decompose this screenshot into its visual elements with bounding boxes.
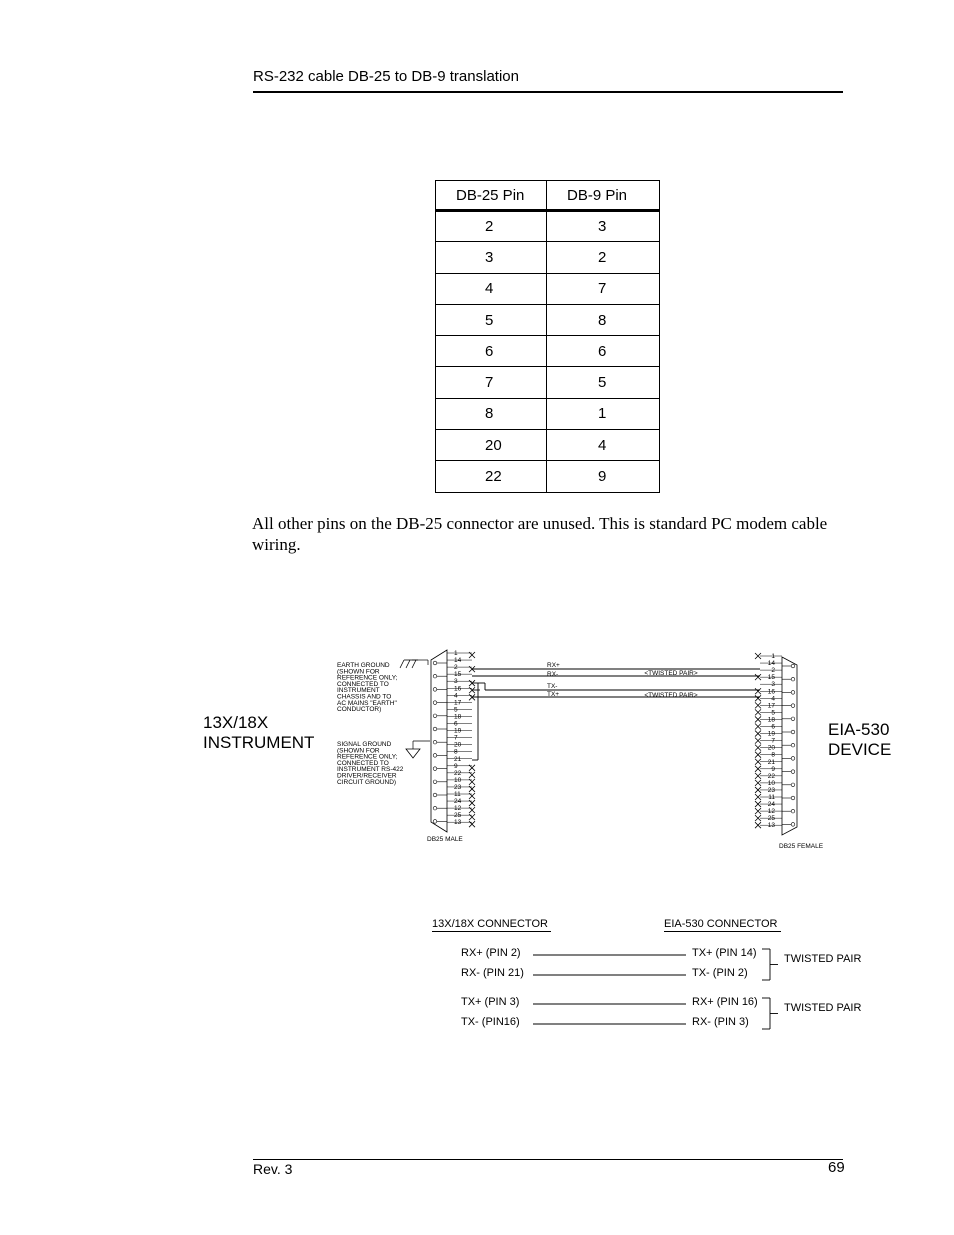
signal-label: RX- [547, 671, 559, 678]
right-pin-number: 23 [767, 786, 775, 794]
left-pin-number: 8 [454, 748, 458, 756]
left-connector-label: DB25 MALE [427, 836, 463, 843]
footer-rule [253, 1159, 843, 1160]
pair-left-label: TX- (PIN16) [461, 1016, 520, 1028]
right-pin-number: 20 [767, 744, 775, 752]
signal-ground-note: CONNECTED TO [337, 759, 389, 767]
db25-pin-cell: 5 [436, 304, 547, 335]
earth-ground-note: CONNECTED TO [337, 680, 389, 688]
pair-right-label: RX+ (PIN 16) [692, 996, 758, 1008]
pin-socket-left [433, 793, 437, 797]
pair-left-label: RX- (PIN 21) [461, 967, 524, 979]
left-pin-number: 11 [454, 791, 461, 798]
pin-socket-left [433, 820, 437, 824]
db9-pin-cell: 6 [547, 336, 660, 367]
earth-ground-icon [400, 660, 404, 668]
db9-pin-cell: 5 [547, 367, 660, 398]
page-header-title: RS-232 cable DB-25 to DB-9 translation [253, 68, 519, 85]
signal-ground-note: INSTRUMENT RS-422 [337, 766, 404, 774]
db25-pin-cell: 20 [436, 430, 547, 461]
right-pin-number: 4 [771, 695, 775, 703]
db9-pin-cell: 1 [547, 398, 660, 429]
db25-pin-cell: 7 [436, 367, 547, 398]
right-pin-number: 11 [768, 794, 775, 801]
earth-ground-note: REFERENCE ONLY; [337, 674, 398, 682]
pin-socket-left [433, 727, 437, 731]
left-device-line: 13X/18X [203, 713, 269, 732]
left-pin-number: 1 [454, 650, 458, 657]
right-pin-number: 15 [767, 674, 775, 682]
left-pin-number: 24 [454, 798, 462, 806]
right-pin-number: 7 [771, 737, 775, 745]
db9-pin-cell: 7 [547, 273, 660, 304]
pin-socket-right [791, 823, 795, 827]
pin-socket-left [433, 714, 437, 718]
twisted-pair-tag: <TWISTED PAIR> [644, 670, 698, 677]
db9-pin-cell: 4 [547, 430, 660, 461]
twisted-pair-label: TWISTED PAIR [784, 953, 862, 965]
right-pin-number: 25 [767, 815, 775, 823]
right-pin-number: 19 [767, 730, 775, 738]
pin-socket-left [433, 780, 437, 784]
pin-socket-right [791, 664, 795, 668]
left-header-underline [432, 931, 551, 932]
pair-right-label: TX+ (PIN 14) [692, 947, 757, 959]
left-pin-number: 9 [454, 762, 458, 770]
right-connector-label: DB25 FEMALE [779, 843, 824, 850]
earth-ground-icon [406, 660, 410, 668]
right-pin-number: 1 [771, 653, 775, 660]
left-pin-number: 10 [454, 776, 462, 784]
footer-revision: Rev. 3 [253, 1161, 293, 1177]
left-pin-number: 14 [454, 657, 462, 665]
db25-pin-cell: 8 [436, 398, 547, 429]
earth-ground-note: CONDUCTOR) [337, 706, 382, 714]
left-pin-number: 4 [454, 692, 458, 700]
left-pin-number: 20 [454, 741, 462, 749]
pin-socket-left [433, 740, 437, 744]
twisted-pair-tag: <TWISTED PAIR> [644, 692, 698, 699]
pin-socket-left [433, 767, 437, 771]
db9-pin-cell: 3 [547, 211, 660, 242]
db9-pin-cell: 9 [547, 461, 660, 492]
right-pin-number: 13 [767, 822, 775, 830]
db25-pin-cell: 3 [436, 242, 547, 273]
signal-label: TX+ [547, 691, 560, 698]
right-pin-number: 5 [771, 709, 775, 717]
left-pin-number: 5 [454, 706, 458, 714]
earth-ground-note: (SHOWN FOR [337, 668, 380, 676]
left-device-line: INSTRUMENT [203, 733, 315, 752]
right-pin-number: 2 [771, 667, 775, 675]
earth-ground-note: EARTH GROUND [337, 662, 390, 669]
pin-socket-left [433, 688, 437, 692]
earth-ground-note: INSTRUMENT [337, 687, 380, 695]
earth-ground-note: CHASSIS AND TO [337, 693, 392, 701]
right-connector-header: EIA-530 CONNECTOR [664, 918, 778, 930]
left-pin-number: 17 [454, 699, 462, 707]
signal-label: TX- [547, 683, 558, 690]
left-pin-number: 25 [454, 812, 462, 820]
left-pin-number: 23 [454, 783, 462, 791]
db25-pin-cell: 4 [436, 273, 547, 304]
signal-ground-note: (SHOWN FOR [337, 747, 380, 755]
pair-right-label: RX- (PIN 3) [692, 1016, 749, 1028]
pair-left-label: RX+ (PIN 2) [461, 947, 521, 959]
pin-socket-right [791, 704, 795, 708]
right-pin-number: 16 [767, 688, 775, 696]
left-pin-number: 2 [454, 664, 458, 672]
pin-socket-left [433, 701, 437, 705]
pin-socket-right [791, 691, 795, 695]
right-pin-number: 8 [771, 751, 775, 759]
signal-ground-note: REFERENCE ONLY; [337, 753, 398, 761]
left-connector-header: 13X/18X CONNECTOR [432, 918, 548, 930]
column-header-db25: DB-25 Pin [436, 181, 547, 211]
left-pin-number: 15 [454, 671, 462, 679]
right-device-line: DEVICE [828, 740, 892, 759]
right-pin-number: 17 [767, 702, 775, 710]
column-header-db9: DB-9 Pin [547, 181, 660, 211]
signal-ground-note: DRIVER/RECEIVER [337, 772, 397, 780]
right-pin-number: 21 [767, 758, 775, 766]
body-paragraph: All other pins on the DB-25 connector are unused. This is standard PC modem cable wiring. [252, 514, 828, 554]
pin-socket-right [791, 757, 795, 761]
pin-socket-right [791, 770, 795, 774]
left-pin-number: 19 [454, 727, 462, 735]
db25-pin-cell: 2 [436, 211, 547, 242]
twisted-pair-label: TWISTED PAIR [784, 1002, 862, 1014]
pin-socket-right [791, 677, 795, 681]
page-number: 69 [828, 1159, 845, 1176]
pin-socket-right [791, 717, 795, 721]
right-pin-number: 12 [767, 808, 775, 816]
signal-ground-note: CIRCUIT GROUND) [337, 778, 397, 786]
db25-pin-cell: 6 [436, 336, 547, 367]
right-pin-number: 24 [767, 801, 775, 809]
right-pin-number: 3 [771, 681, 775, 689]
right-device-line: EIA-530 [828, 720, 890, 739]
db9-pin-cell: 2 [547, 242, 660, 273]
earth-ground-icon [412, 660, 416, 668]
pin-socket-left [433, 806, 437, 810]
pin-socket-left [433, 661, 437, 665]
left-pin-number: 21 [454, 755, 462, 763]
signal-ground-note: SIGNAL GROUND [337, 741, 392, 748]
pin-socket-right [791, 783, 795, 787]
left-pin-number: 3 [454, 678, 458, 686]
right-header-underline [664, 931, 781, 932]
left-pin-number: 13 [454, 819, 462, 827]
pin-socket-right [791, 809, 795, 813]
left-pin-number: 22 [454, 769, 462, 777]
signal-ground-icon [406, 749, 420, 758]
right-pin-number: 18 [767, 716, 775, 724]
pin-socket-right [791, 796, 795, 800]
pair-left-label: TX+ (PIN 3) [461, 996, 520, 1008]
db25-pin-cell: 22 [436, 461, 547, 492]
left-pin-number: 7 [454, 734, 458, 742]
left-pin-number: 16 [454, 685, 462, 693]
right-pin-number: 9 [771, 765, 775, 773]
right-pin-number: 6 [771, 723, 775, 731]
right-pin-number: 10 [767, 779, 775, 787]
pin-socket-right [791, 743, 795, 747]
left-pin-number: 18 [454, 713, 462, 721]
pin-socket-right [791, 730, 795, 734]
db9-pin-cell: 8 [547, 304, 660, 335]
left-pin-number: 6 [454, 720, 458, 728]
right-pin-number: 22 [767, 772, 775, 780]
signal-label: RX+ [547, 662, 560, 669]
pin-socket-left [433, 674, 437, 678]
pin-socket-left [433, 754, 437, 758]
earth-ground-note: AC MAINS "EARTH" [337, 699, 397, 707]
right-pin-number: 14 [767, 660, 775, 668]
pair-right-label: TX- (PIN 2) [692, 967, 748, 979]
left-pin-number: 12 [454, 805, 462, 813]
